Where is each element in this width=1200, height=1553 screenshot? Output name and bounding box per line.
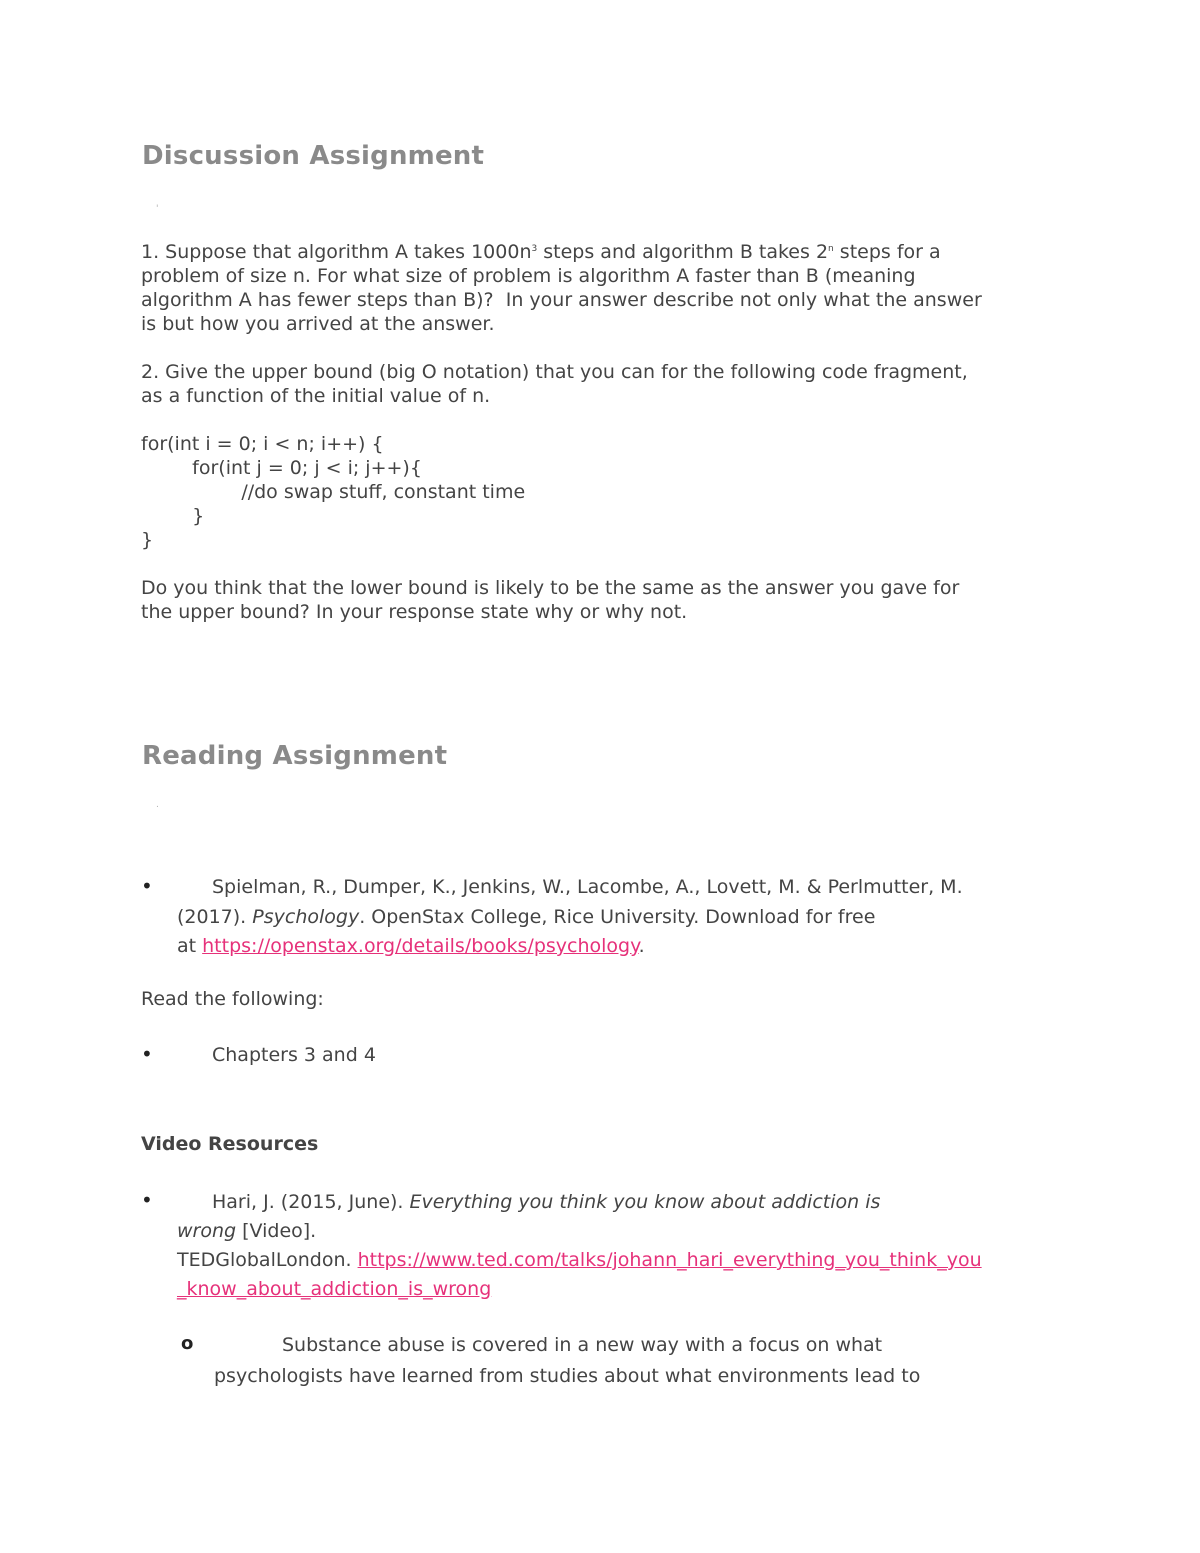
followup-line-1: Do you think that the lower bound is likely to be the same as the answer you gave for [141,577,960,599]
reading-reference [177,873,1077,962]
question-1-line-1: 1. Suppose that algorithm A takes $1000n^3$ steps and algorithm B takes 2$^n$ steps for a [141,241,941,263]
question-2-line-1: 2. Give the upper bound (big O notation) that you can for the following code fragment, [141,361,968,383]
video-reference-line-2: wrong [Video]. [177,1220,317,1242]
read-following-label: Read the following: [141,988,324,1010]
bullet-icon: • [141,874,153,898]
code-fragment [141,432,525,552]
video-title: Everything you think you know about addiction is [409,1191,881,1213]
code-line: } [141,529,154,551]
followup-line-2: the upper bound? In your response state why or why not. [141,601,688,623]
ted-link-continued[interactable]: _know_about_addiction_is_wrong [177,1278,492,1300]
reading-reference-line-2: (2017). Psychology. OpenStax College, Rice University. Download for free [177,905,876,928]
discussion-marker: ' [156,204,159,214]
question-1 [141,240,982,336]
bullet-icon: • [141,1188,153,1212]
video-description-line-2: psychologists have learned from studies about what environments lead to [214,1365,921,1387]
video-description-line-1: Substance abuse is covered in a new way with a focus on what [282,1334,883,1356]
reading-reference-line-1: Spielman, R., Dumper, K., Jenkins, W., Lacombe, A., Lovett, M. & Perlmutter, M. [212,876,963,898]
video-reference-line-1: Hari, J. (2015, June). Everything you think you know about addiction is [212,1191,881,1213]
reading-marker: . [156,800,159,810]
bullet-icon: • [141,1042,153,1066]
question-2 [141,360,968,408]
reading-reference-line-3: at https://openstax.org/details/books/psychology. [177,935,645,957]
code-line: //do swap stuff, constant time [193,481,526,503]
discussion-heading: Discussion Assignment [142,141,485,171]
question-1-line-4: is but how you arrived at the answer. [141,313,495,335]
sub-bullet-icon: o [181,1333,194,1354]
chapters-item: Chapters 3 and 4 [212,1044,376,1066]
question-1-line-2: problem of size n. For what size of problem is algorithm A faster than B (meaning [141,265,916,287]
video-description [214,1330,1094,1392]
reading-heading: Reading Assignment [142,741,448,771]
openstax-link[interactable]: https://openstax.org/details/books/psychology [202,935,639,957]
code-line: for(int j = 0; j < i; j++){ [168,457,422,479]
question-1-line-3: algorithm A has fewer steps than B)? In your answer describe not only what the answer [141,289,982,311]
code-line: for(int i = 0; i < n; i++) { [141,433,384,455]
video-resources-heading: Video Resources [141,1133,319,1155]
exponent-3: 3 [531,244,538,254]
book-title: Psychology [252,905,360,928]
video-reference-line-3: TEDGlobalLondon. https://www.ted.com/talks/johann_hari_everything_you_think_you [177,1249,982,1271]
video-reference-line-4 [177,1275,1077,1304]
question-2-line-2: as a function of the initial value of n. [141,385,491,407]
video-reference [177,1188,1077,1304]
code-line: } [168,505,205,527]
ted-link[interactable]: https://www.ted.com/talks/johann_hari_everything_you_think_you [357,1249,982,1271]
exponent-n: n [828,244,834,254]
followup-question [141,576,959,624]
